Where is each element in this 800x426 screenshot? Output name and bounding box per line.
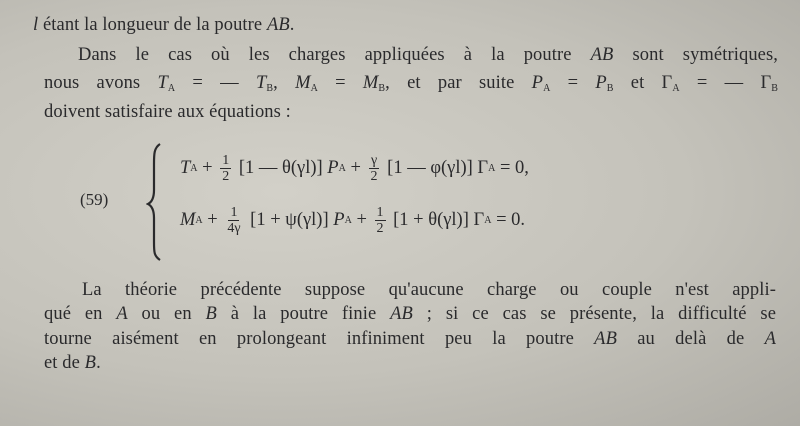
equation-1: T A + $\frac{1}{2}$ [1 — θ(γl)] P A + $\frac{\gamma}{2}$ [1 — φ(γl)] Γ A = 0,: [180, 152, 529, 184]
text-line-2: Dans le cas où les charges appliquées à la poutre AB sont symétriques,: [78, 45, 778, 65]
left-brace: [146, 142, 166, 262]
text-line-1: l étant la longueur de la poutre AB.: [33, 15, 295, 35]
fraction: $\frac{1}{4\gamma}$: [227, 204, 241, 236]
text-line-8: et de B.: [44, 353, 101, 373]
var-AB: AB: [590, 45, 614, 65]
fraction: $\frac{1}{2}$: [376, 204, 384, 236]
fraction: $\frac{\gamma}{2}$: [370, 152, 378, 184]
text-line-3: nous avons $T_A$ = — $T_B$, $M_A = M_B$, et par suite $P_A = P_B$ et $\Gamma_A$ = — $\Gamma_B$: [44, 73, 779, 94]
var-AB: AB: [266, 15, 290, 35]
var-l: l: [33, 15, 39, 35]
fraction: $\frac{1}{2}$: [222, 152, 230, 184]
text-line-4: doivent satisfaire aux équations :: [44, 102, 291, 122]
text-line-7: tourne aisément en prolongeant infiniment peu la poutre AB au delà de A: [44, 329, 776, 349]
equation-number: (59): [80, 190, 109, 209]
text-line-5: La théorie précédente suppose qu'aucune charge ou couple n'est appli-: [82, 280, 776, 300]
equation-2: M A + $\frac{1}{4\gamma}$ [1 + ψ(γl)] P A + $\frac{1}{2}$ [1 + θ(γl)] Γ A = 0.: [180, 204, 526, 236]
text-line-6: qué en A ou en B à la poutre finie AB ; si ce cas se présente, la difficulté se: [44, 304, 777, 324]
